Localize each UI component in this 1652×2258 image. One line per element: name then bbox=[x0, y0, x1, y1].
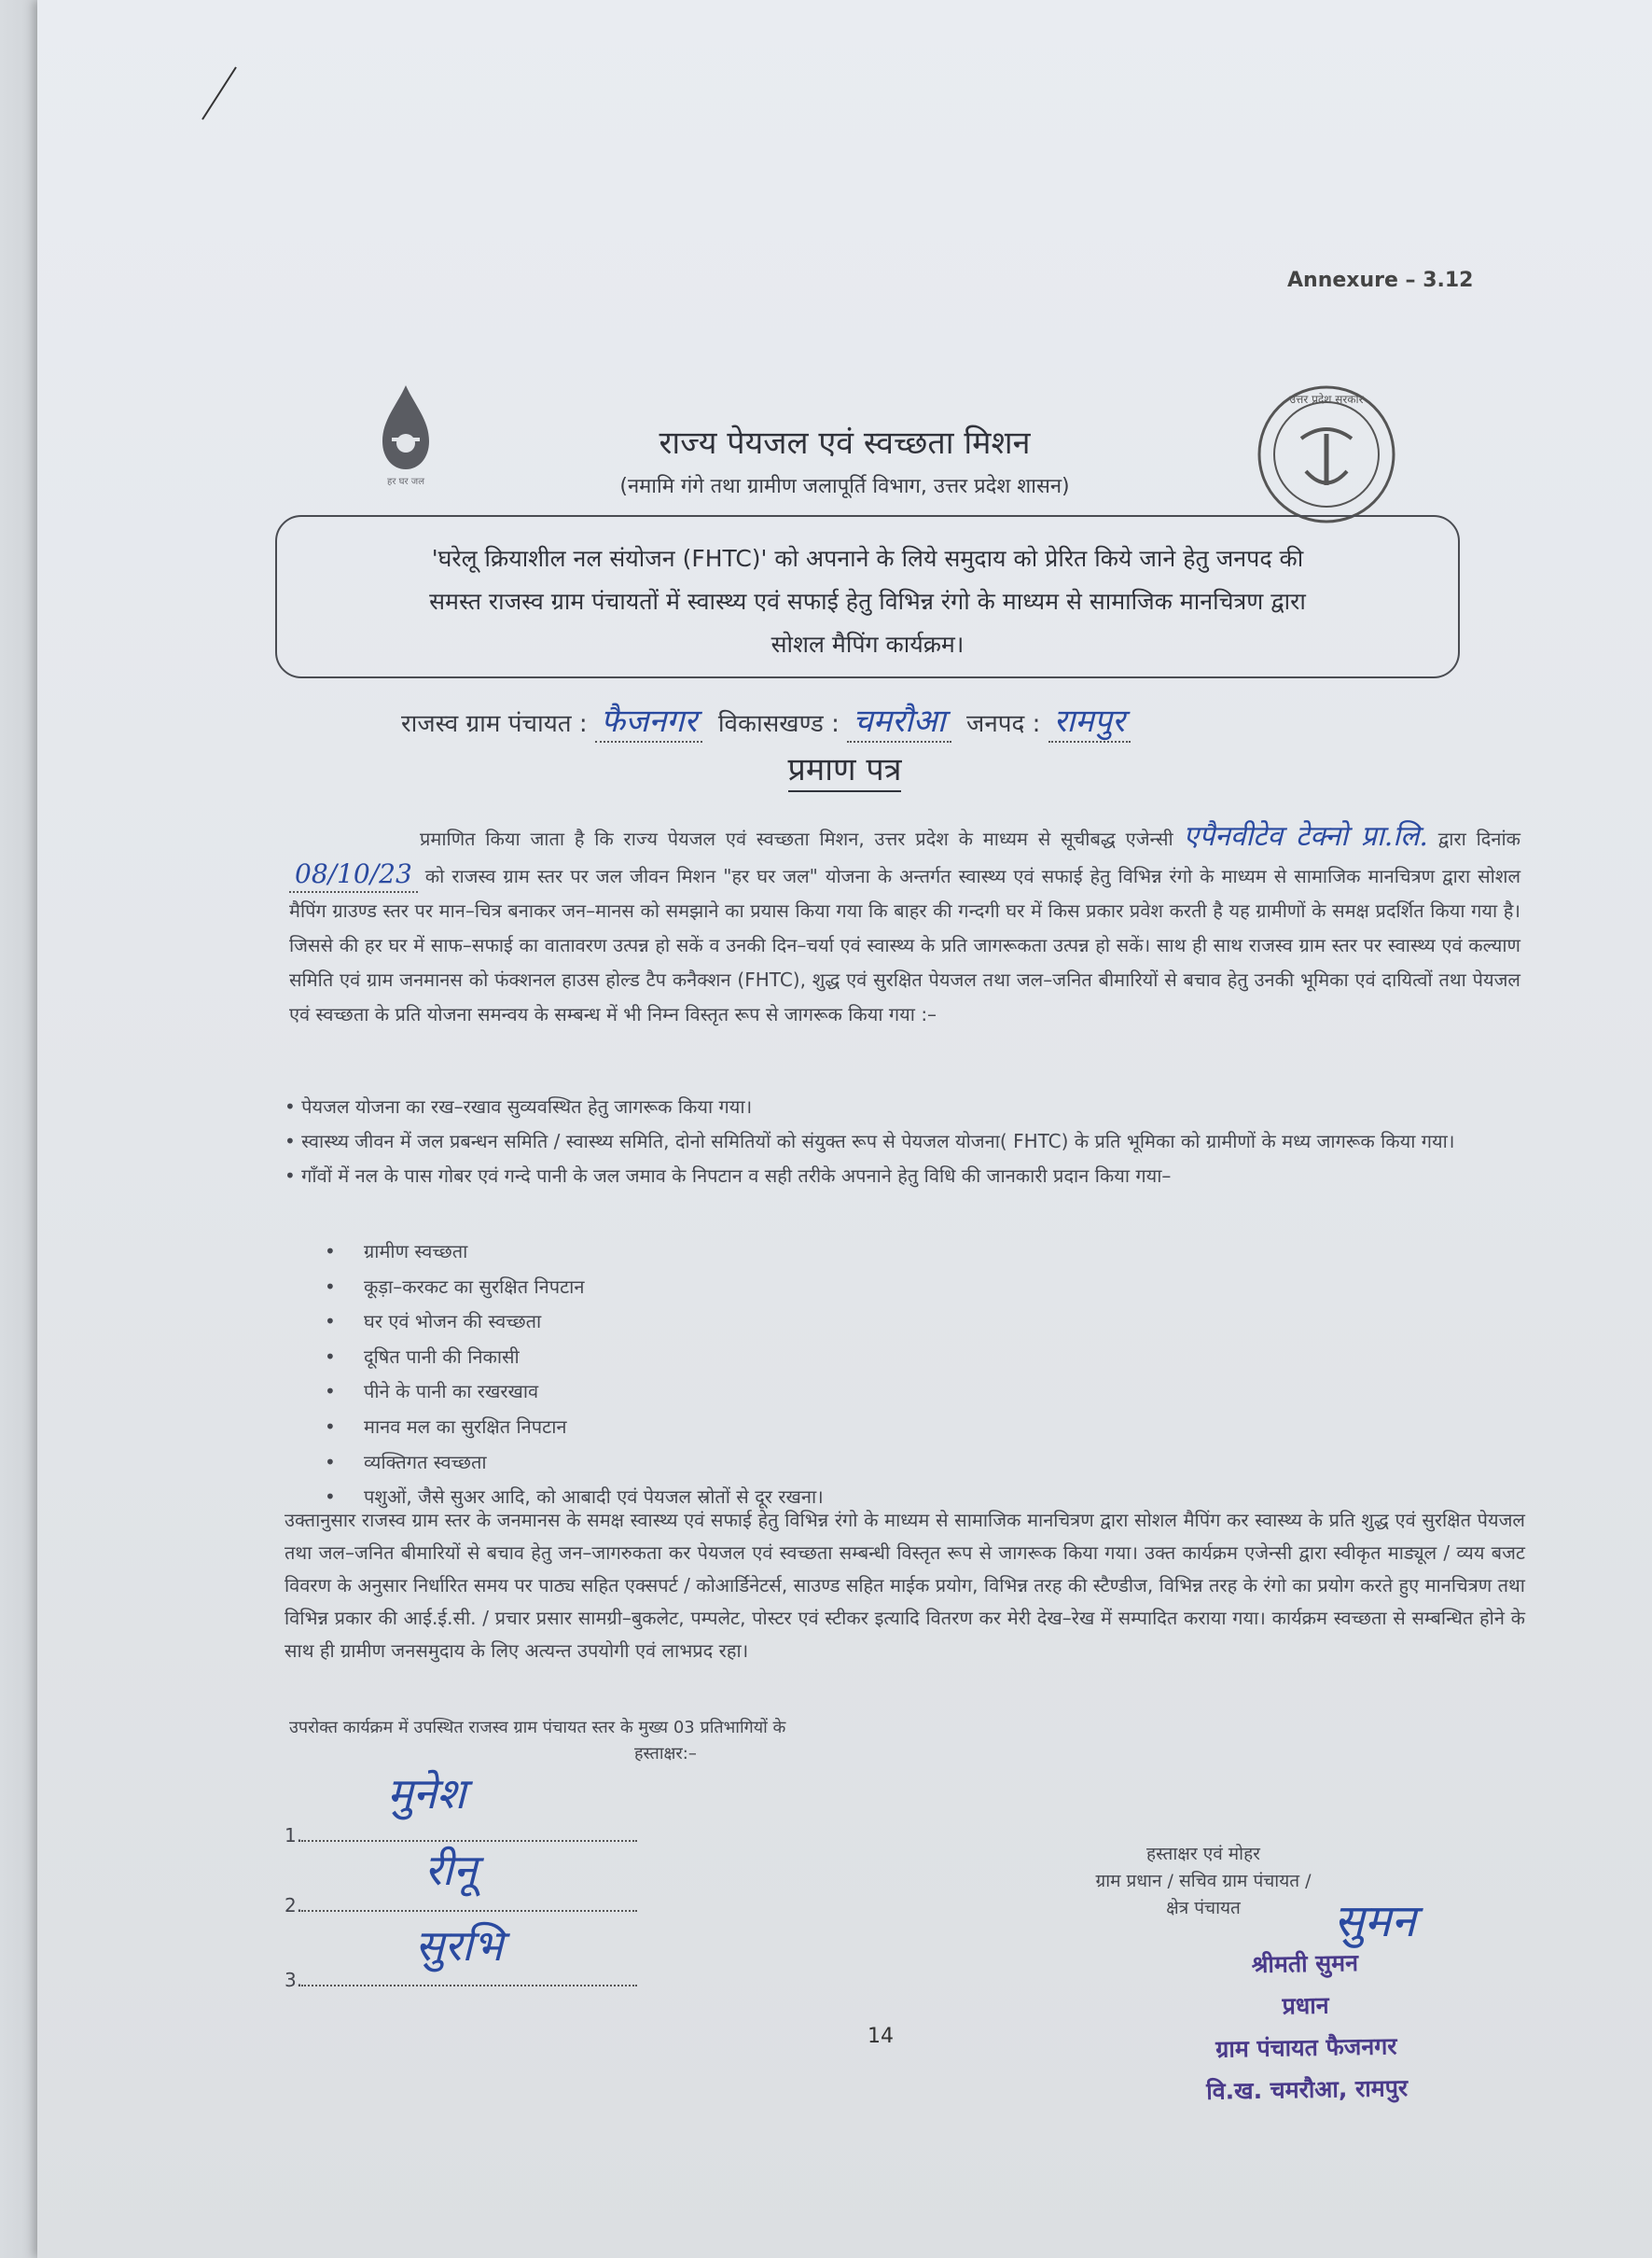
list-item: • गाँवों में नल के पास गोबर एवं गन्दे पानी के जल जमाव के निपटान व सही तरीके अपनाने हेतु विधि की जानकारी प्रदान किया गया– bbox=[285, 1164, 1172, 1187]
programme-date-handwritten: 08/10/23 bbox=[289, 857, 418, 893]
programme-line-2: समस्त राजस्व ग्राम पंचायतों में स्वास्थ्य एवं सफाई हेतु विभिन्न रंगो के माध्यम से सामाजिक मानचित्रण द्वारा bbox=[429, 588, 1306, 615]
logo-text: हर घर जल bbox=[387, 477, 424, 487]
list-item: • मानव मल का सुरक्षित निपटान bbox=[364, 1410, 824, 1445]
list-item: • घर एवं भोजन की स्वच्छता bbox=[364, 1304, 824, 1340]
block-label: विकासखण्ड : bbox=[717, 710, 840, 738]
programme-box bbox=[275, 515, 1460, 678]
page-number: 14 bbox=[868, 2025, 894, 2048]
body-start: प्रमाणित किया जाता है कि राज्य पेयजल एवं स्वच्छता मिशन, उत्तर प्रदेश के माध्यम से सूचीबद्ध एजेन्सी bbox=[420, 828, 1173, 850]
pen-tick-mark bbox=[201, 65, 238, 121]
mission-title: राज्य पेयजल एवं स्वच्छता मिशन bbox=[659, 425, 1031, 462]
document-page: Annexure – 3.12 हर घर जल उत्तर प्रदेश सरकार राज्य पेयजल एवं स्वच्छता मिशन (नमामि गंगे तथा ग्रामीण जलापूर्ति विभाग, उत्तर प्रदेश शासन) 'घरेलू क्रियाशील नल संयोजन (FHTC)' को अपनाने के लिये समुदाय को प्रेरित किये जाने हेतु जनपद की समस्त राजस्व ग्राम पंचायतों में स्वास्थ्य एवं सफाई हेतु विभिन्न रंगो के माध्यम से सामाजिक मानचित्रण द्वारा सोशल मैपिंग कार्यक्रम। राजस्व ग्राम पंचायत : फैजनगर विकासखण्ड : चमरौआ जनपद : रामपुर प्रमाण पत्र प्रमाणित किया जाता है कि राज्य पेयजल एवं स्वच्छता मिशन, उत्तर प्रदेश के माध्यम से सूचीबद्ध एजेन्सी एपैनवीटेव टेक्नो प्रा.लि. द्वारा दिनांक 08/10/23 को राजस्व ग्राम स्तर पर जल जीवन मिशन "हर घर जल" योजना के अन्तर्गत स्वास्थ्य एवं सफाई हेतु विभिन्न रंगो के माध्यम से सामाजिक मानचित्रण द्वारा सोशल मैपिंग ग्राउण्ड स्तर पर मान–चित्र बनाकर जन–मानस को समझाने का प्रयास किया गया कि बाहर की गन्दगी घर में किस प्रकार प्रवेश करती है यह ग्रामीणों के समक्ष प्रदर्शित किया गया है। जिससे की हर घर में साफ–सफाई का वातावरण उत्पन्न हो सकें व उनकी दिन–चर्या एवं स्वास्थ्य के प्रति जागरूकता उत्पन्न हो सकें। साथ ही साथ राजस्व ग्राम स्तर पर स्वास्थ्य एवं कल्याण समिति एवं ग्राम जनमानस को फंक्शनल हाउस होल्ड टैप कनैक्शन (FHTC), शुद्ध एवं सुरक्षित पेयजल तथा जल–जनित बीमारियों से बचाव हेतु उनकी भूमिका एवं दायित्वों तथा पेयजल एवं स्वच्छता के प्रति योजना समन्वय के सम्बन्ध में भी निम्न विस्तृत रूप से जागरूक किया गया :– • पेयजल योजना का रख–रखाव सुव्यवस्थित हेतु जागरूक किया गया। • स्वास्थ्य जीवन में जल प्रबन्धन समिति / स्वास्थ्य समिति, दोनो समितियों को संयुक्त रूप से पेयजल योजना( FHTC) के प्रति भूमिका को ग्रामीणों के मध्य जागरूक किया गया। • गाँवों में नल के पास गोबर एवं गन्दे पानी के जल जमाव के निपटान व सही तरीके अपनाने हेतु विधि की जानकारी प्रदान किया गया– • ग्रामीण स्वच्छता • कूड़ा–करकट का सुरक्षित निपटान • घर एवं भोजन की स्वच्छता • दूषित पानी की निकासी • पीने के पानी का रखरखाव • मानव मल का सुरक्षित निपटान • व्यक्तिगत स्वच्छता • पशुओं, जैसे सुअर आदि, को आबादी एवं पेयजल स्रोतों से दूर रखना। उक्तानुसार राजस्व ग्राम स्तर के जनमानस के समक्ष स्वास्थ्य एवं सफाई हेतु विभिन्न रंगो के माध्यम से सामाजिक मानचित्रण द्वारा सोशल मैपिंग कर स्वास्थ्य के प्रति शुद्ध एवं सुरक्षित पेयजल तथा जल–जनित बीमारियों से बचाव हेतु जन–जागरुकता कर पेयजल एवं स्वच्छता सम्बन्धी विस्तृत रूप से जागरूक किया गया। उक्त कार्यक्रम एजेन्सी द्वारा स्वीकृत माड्यूल / व्यय बजट विवरण के अनुसार निर्धारित समय पर पाठ्य सहित एक्सपर्ट / कोआर्डिनेटर्स, साउण्ड सहित माईक प्रयोग, विभिन्न तरह की स्टैण्डीज, विभिन्न तरह के रंगो का प्रयोग करते हुए मानचित्रण तथा विभिन्न प्रकार की आई.ई.सी. / प्रचार प्रसार सामग्री–बुकलेट, पम्पलेट, पोस्टर एवं स्टीकर इत्यादि वितरण कर मेरी देख–रेख में सम्पादित कराया गया। कार्यक्रम स्वच्छता से सम्बन्धित होने के साथ ही ग्रामीण जनसमुदाय के लिए अत्यन्त उपयोगी एवं लाभप्रद रहा। उपरोक्त कार्यक्रम में उपस्थित राजस्व ग्राम पंचायत स्तर के मुख्य 03 प्रतिभागियों के हस्ताक्षर:– मुनेश 1. रीनू 2. सुरभि 3. हस्ताक्षर एवं मोहर ग्राम प्रधान / सचिव ग्राम पंचायत / क्षेत्र पंचायत सुमन श्रीमती सुमन प्रधान ग्राम पंचायत फैजनगर वि.ख. चमरौआ, रामपुर 14 bbox=[37, 0, 1652, 2258]
officer-signature-block: हस्ताक्षर एवं मोहर ग्राम प्रधान / सचिव ग्राम पंचायत / क्षेत्र पंचायत bbox=[1095, 1844, 1312, 1918]
pradhan-stamp: श्रीमती सुमन प्रधान ग्राम पंचायत फैजनगर वि.ख. चमरौआ, रामपुर bbox=[1206, 1949, 1409, 2105]
summary-paragraph: उक्तानुसार राजस्व ग्राम स्तर के जनमानस के समक्ष स्वास्थ्य एवं सफाई हेतु विभिन्न रंगो के माध्यम से सामाजिक मानचित्रण द्वारा सोशल मैपिंग कर स्वास्थ्य के प्रति शुद्ध एवं सुरक्षित पेयजल तथा जल–जनित बीमारियों से बचाव हेतु जन–जागरुकता कर पेयजल एवं स्वच्छता सम्बन्धी विस्तृत रूप से जागरूक किया गया। उक्त कार्यक्रम एजेन्सी द्वारा स्वीकृत माड्यूल / व्यय बजट विवरण के अनुसार निर्धारित समय पर पाठ्य सहित एक्सपर्ट / कोआर्डिनेटर्स, साउण्ड सहित माईक प्रयोग, विभिन्न तरह की स्टैण्डीज, विभिन्न तरह के रंगो का प्रयोग करते हुए मानचित्रण तथा विभिन्न प्रकार की आई.ई.सी. / प्रचार प्रसार सामग्री–बुकलेट, पम्पलेट, पोस्टर एवं स्टीकर इत्यादि वितरण कर मेरी देख–रेख में सम्पादित कराया गया। कार्यक्रम स्वच्छता से सम्बन्धित होने के साथ ही ग्रामीण जनसमुदाय के लिए अत्यन्त उपयोगी एवं लाभप्रद रहा। bbox=[285, 1509, 1525, 1662]
programme-line-1: 'घरेलू क्रियाशील नल संयोजन (FHTC)' को अपनाने के लिये समुदाय को प्रेरित किये जाने हेतु जनपद की bbox=[431, 545, 1304, 572]
list-item: • कूड़ा–करकट का सुरक्षित निपटान bbox=[364, 1270, 824, 1305]
list-item: • दूषित पानी की निकासी bbox=[364, 1340, 824, 1375]
panchayat-details bbox=[401, 698, 1131, 743]
officer-signature-handwritten: सुमन bbox=[1334, 1895, 1416, 1947]
body-rest: को राजस्व ग्राम स्तर पर जल जीवन मिशन "हर घर जल" योजना के अन्तर्गत स्वास्थ्य एवं सफाई हेतु विभिन्न रंगो के माध्यम से सामाजिक मानचित्रण द्वारा सोशल मैपिंग ग्राउण्ड स्तर पर मान–चित्र बनाकर जन–मानस को समझाने का प्रयास किया गया कि बाहर की गन्दगी घर में किस प्रकार प्रवेश करती है यह ग्रामीणों के समक्ष प्रदर्शित किया गया है। जिससे की हर घर में साफ–सफाई का वातावरण उत्पन्न हो सकें व उनकी दिन–चर्या एवं स्वास्थ्य के प्रति जागरूकता उत्पन्न हो सकें। साथ ही साथ राजस्व ग्राम स्तर पर स्वास्थ्य एवं कल्याण समिति एवं ग्राम जनमानस को फंक्शनल हाउस होल्ड टैप कनैक्शन (FHTC), शुद्ध एवं सुरक्षित पेयजल तथा जल–जनित बीमारियों से बचाव हेतु उनकी भूमिका एवं दायित्वों तथा पेयजल एवं स्वच्छता के प्रति योजना समन्वय के सम्बन्ध में भी निम्न विस्तृत रूप से जागरूक किया गया :– bbox=[289, 865, 1520, 1025]
block-value: चमरौआ bbox=[847, 698, 951, 743]
programme-line-3: सोशल मैपिंग कार्यक्रम। bbox=[770, 631, 965, 658]
awareness-bullets bbox=[285, 1090, 1525, 1193]
list-item: • व्यक्तिगत स्वच्छता bbox=[364, 1445, 824, 1481]
emblem-text: उत्तर प्रदेश सरकार bbox=[1289, 393, 1364, 406]
district-value: रामपुर bbox=[1048, 698, 1131, 743]
participants-intro: उपरोक्त कार्यक्रम में उपस्थित राजस्व ग्राम पंचायत स्तर के मुख्य 03 प्रतिभागियों के हस्ताक्षर:– bbox=[289, 1718, 786, 1763]
agency-name-handwritten: एपैनवीटेव टेक्नो प्रा.लि. bbox=[1183, 820, 1428, 853]
certificate-body bbox=[289, 819, 1520, 1032]
annexure-label: Annexure – 3.12 bbox=[1287, 269, 1474, 292]
sanitation-topics bbox=[364, 1234, 824, 1515]
signature-handwritten: सुरभि bbox=[415, 1920, 504, 1971]
certificate-title: प्रमाण पत्र bbox=[37, 746, 1652, 789]
signature-handwritten: मुनेश bbox=[387, 1768, 466, 1819]
list-item: • पशुओं, जैसे सुअर आदि, को आबादी एवं पेयजल स्रोतों से दूर रखना। bbox=[364, 1480, 824, 1515]
signature-handwritten: रीनू bbox=[424, 1845, 478, 1895]
list-item: • ग्रामीण स्वच्छता bbox=[364, 1234, 824, 1270]
list-item: • पेयजल योजना का रख–रखाव सुव्यवस्थित हेतु जागरूक किया गया। bbox=[285, 1095, 753, 1118]
district-label: जनपद : bbox=[966, 710, 1041, 738]
gram-panchayat-value: फैजनगर bbox=[595, 698, 702, 743]
gram-panchayat-label: राजस्व ग्राम पंचायत : bbox=[401, 710, 588, 738]
body-date-label: द्वारा दिनांक bbox=[1437, 828, 1521, 850]
list-item: • स्वास्थ्य जीवन में जल प्रबन्धन समिति / स्वास्थ्य समिति, दोनो समितियों को संयुक्त रूप से पेयजल योजना( FHTC) के प्रति भूमिका को ग्रामीणों के मध्य जागरूक किया गया। bbox=[285, 1130, 1455, 1152]
mission-subtitle: (नमामि गंगे तथा ग्रामीण जलापूर्ति विभाग, उत्तर प्रदेश शासन) bbox=[619, 475, 1070, 498]
list-item: • पीने के पानी का रखरखाव bbox=[364, 1374, 824, 1410]
